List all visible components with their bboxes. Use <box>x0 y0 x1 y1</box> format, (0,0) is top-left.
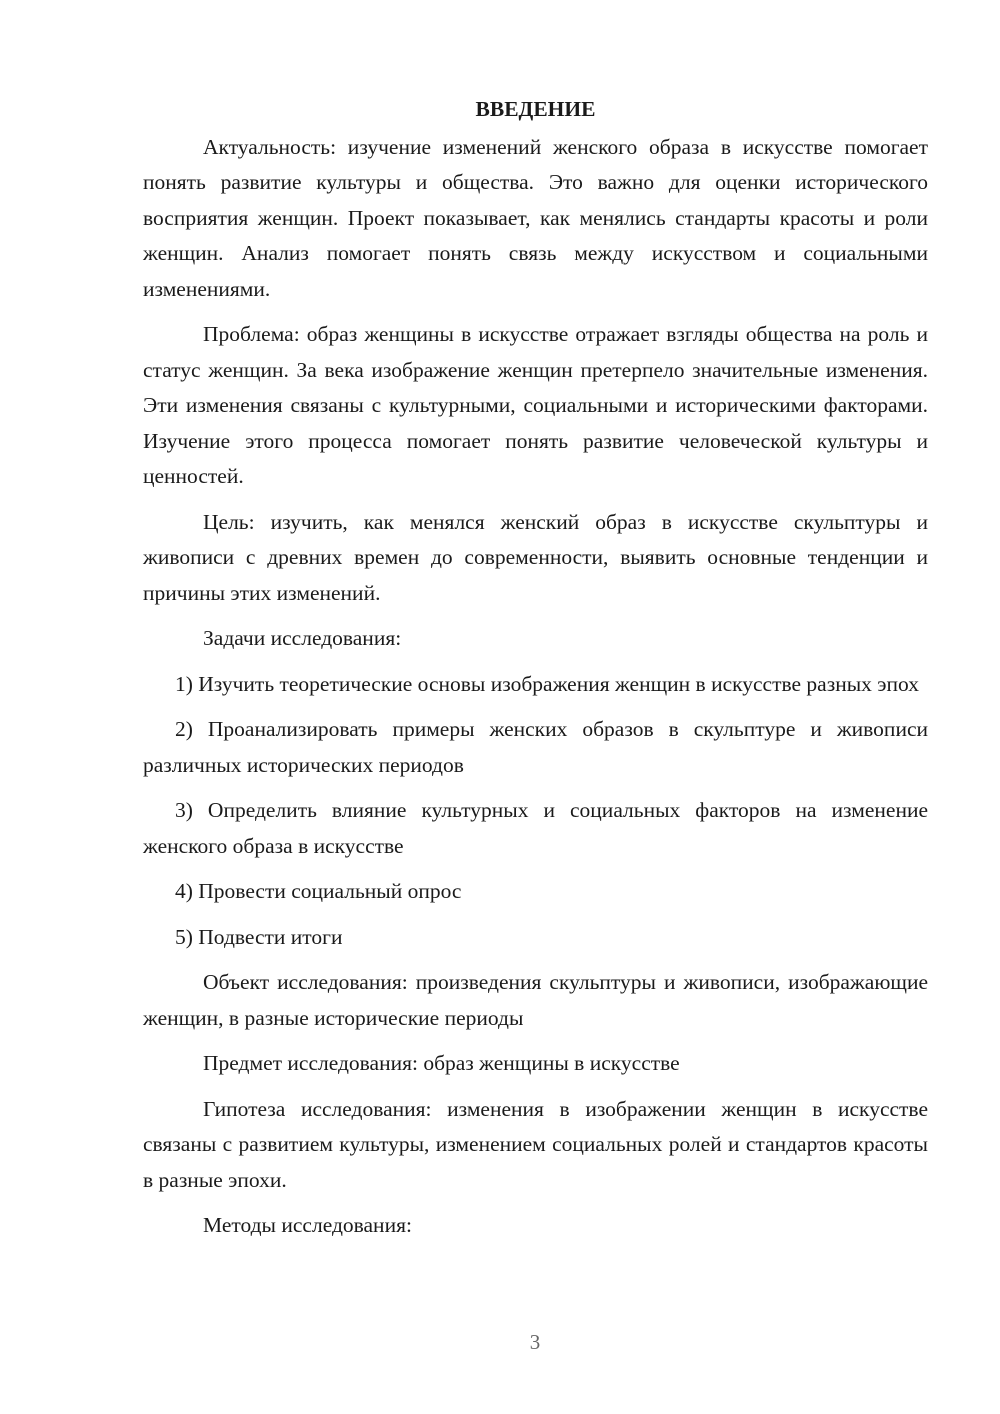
task-item-2: 2) Проанализировать примеры женских образов в скульптуре и живописи различных исторических периодов <box>143 717 928 777</box>
hypothesis-paragraph: Гипотеза исследования: изменения в изображении женщин в искусстве связаны с развитием культуры, изменением социальных ролей и стандартов красоты в разные эпохи. <box>143 1096 928 1192</box>
task-item-5: 5) Подвести итоги <box>175 924 343 949</box>
tasks-heading: Задачи исследования: <box>203 626 402 650</box>
task-item-1: 1) Изучить теоретические основы изображения женщин в искусстве разных эпох <box>175 671 919 696</box>
subject-paragraph: Предмет исследования: образ женщины в искусстве <box>203 1051 680 1075</box>
page-number: 3 <box>529 1330 541 1354</box>
page-title: ВВЕДЕНИЕ <box>475 97 596 121</box>
document-page <box>143 92 928 1254</box>
goal-paragraph: Цель: изучить, как менялся женский образ в искусстве скульптуры и живописи с древних времен до современности, выявить основные тенденции и причины этих изменений. <box>143 509 928 605</box>
problem-paragraph: Проблема: образ женщины в искусстве отражает взгляды общества на роль и статус женщин. За века изображение женщин претерпело значительные изменения. Эти изменения связаны с культурными, социальными и историческими факторами. Изучение этого процесса помогает понять развитие человеческой культуры и ценностей. <box>143 322 928 488</box>
task-item-4: 4) Провести социальный опрос <box>175 879 462 903</box>
methods-heading: Методы исследования: <box>203 1213 412 1237</box>
task-item-3: 3) Определить влияние культурных и социальных факторов на изменение женского образа в искусстве <box>143 798 928 858</box>
object-paragraph: Объект исследования: произведения скульптуры и живописи, изображающие женщин, в разные исторические периоды <box>143 970 928 1030</box>
relevance-paragraph: Актуальность: изучение изменений женского образа в искусстве помогает понять развитие культуры и общества. Это важно для оценки исторического восприятия женщин. Проект показывает, как менялись стандарты красоты и роли женщин. Анализ помогает понять связь между искусством и социальными изменениями. <box>143 134 928 301</box>
